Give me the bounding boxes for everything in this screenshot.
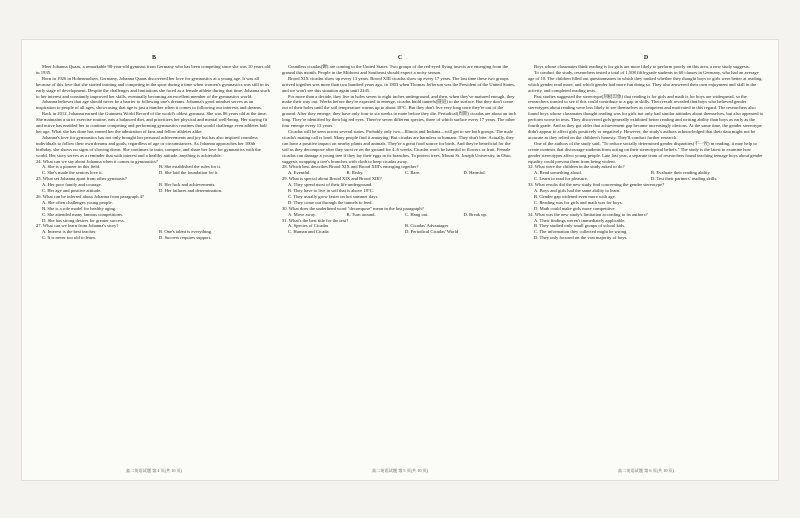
passage-paragraph: For more than a decade, they live in holes seven to eight inches underground, and then, when they've matured enough, they make their way out. Weeks before they're expected to emerge, cicadas build tunnels(隧道) to the surface. But they don't come out of their holes until the soil temperature warms up to about 18°C. But they don't live very long once they're out of the ground. After they emerge, they have only four to six weeks to mate before they die. Periodical(周期) cicadas are about an inch long. They're identified by their big red eyes. There're seven different species, three of which surface every 17 years. The other four emerge every 13 years. [282, 93, 517, 129]
answer-options [528, 188, 764, 212]
answer-option[interactable]: C. Reading was for girls and math was for boys. [534, 199, 623, 205]
answer-option[interactable]: C. Human and Cicada [288, 229, 329, 235]
passage-column-c [282, 50, 518, 480]
answer-option[interactable]: B. Risky. [346, 170, 364, 176]
passage-column-b [36, 50, 272, 480]
answer-option[interactable]: D. She has strong desires for greater success. [42, 217, 125, 223]
question-stem: 25. What set Johanna apart from other gymnasts? [36, 176, 127, 182]
exam-sheet [22, 40, 778, 480]
answer-option[interactable]: B. Gender gap widened even more with age. [534, 193, 616, 199]
answer-option[interactable]: A. Her poor family and courage. [42, 182, 102, 188]
passage-paragraph: Past studies suggested the stereotype(刻板印象) that reading is for girls and math is for boys are widespread, so the researchers wanted to see if this could contribute to a gap in skills. Their result revealed that boys who believed gender stereotypes about reading were less likely to see themselves as competent and motivated in this regard. The researchers also found boys whose classmates thought reading was for girls not only had similar attitudes about themselves, but also appeared to perform worse in tests. They discovered girls generally exhibited better reading and writing ability than boys as early as the fourth grade. And as they got older that achievement gap became increasingly obvious. At the same time, the gender stereotype didn't appear to affect girls positively or negatively. However, the study's authors acknowledged that their data might not be accurate as they relied on the children's honesty. They'll conduct further research. [528, 93, 764, 140]
answer-options [282, 212, 518, 218]
page-footer: 高二英语试题 第 4 页(共 10 页) [125, 468, 183, 474]
answer-option[interactable]: D. Break up. [463, 211, 487, 217]
answer-option[interactable]: A. Move away. [288, 211, 317, 217]
answer-option[interactable]: B. Turn around. [346, 211, 376, 217]
answer-options [528, 170, 764, 182]
passage-paragraph: Johanna's love for gymnastics has not only brought her personal achievements and joy but has also inspired countless individuals to follow their own dreams and goals, regardless of age or circumstances. As Johanna approaches her 100th birthday, she shows no signs of slowing down. She continues to train, compete, and share her love for gymnastics with the world. Her story serves as a reminder that with interest and a healthy attitude, anything is achievable. [36, 134, 261, 158]
answer-options [36, 229, 272, 241]
question-stem: 30. What does the underlined word "decompose" mean in the last paragraph? [282, 205, 424, 211]
question-stem: 28. Which best describes Brood XIX and Brood XIII's emerging together? [282, 164, 419, 170]
answer-options [282, 182, 518, 206]
answer-option[interactable]: C. Rare. [405, 170, 421, 176]
passage-paragraph: Johanna believes that age should never be a barrier to following one's dreams. Johanna's good mindset serves as an inspiration to people of all ages, showcasing that age is just a number when it comes to following our interests and dreams. [36, 99, 262, 111]
answer-options [282, 223, 518, 235]
passage-paragraph: Boys whose classmates think reading is for girls are more likely to perform poorly on this area, a new study suggests. [534, 64, 750, 69]
answer-options [36, 200, 272, 224]
answer-option[interactable]: D. Periodical Cicadas' World [405, 229, 459, 235]
answer-options [36, 164, 272, 176]
answer-options [528, 218, 764, 242]
answer-option[interactable]: A. She often challenges young people. [42, 199, 113, 205]
question-stem: 31. What's the best title for the text? [282, 217, 349, 223]
answer-option[interactable]: B. She established the rules for it. [159, 164, 222, 170]
answer-option[interactable]: D. Harmful. [463, 170, 486, 176]
passage-letter: C [397, 55, 403, 61]
answer-option[interactable]: B. Cicadas' Advantages [405, 223, 449, 229]
answer-option[interactable]: C. Hang out. [405, 211, 429, 217]
answer-option[interactable]: C. The information they collected might be wrong. [534, 229, 628, 235]
answer-option[interactable]: B. They have to live in soil that is above 18°C. [288, 188, 374, 194]
answer-option[interactable]: B. She is a role model for healthy aging. [42, 205, 117, 211]
answer-option[interactable]: C. Learn to read for pleasure. [534, 176, 588, 182]
passage-paragraph: One of the authors of the study said, "To reduce socially determined gender disparities(不一致) in reading, it may help to create contexts that discourage students from acting on their stereotypical beliefs." The study is the latest to examine how gender stereotypes affect young people. Late last year, a separate team of researchers found teaching teenage boys about gender equality could prevent them from being violent. [528, 140, 763, 164]
page-footer: 高二英语试题 第 6 页(共 10 页) [617, 468, 675, 474]
question-stem: 33. What results did the new study find concerning the gender stereotype? [528, 182, 665, 188]
question-stem: 29. What is special about Brood XIX and Brood XIII? [282, 176, 382, 182]
answer-option[interactable]: B. They studied only small groups of school kids. [534, 223, 626, 229]
answer-option[interactable]: C. It is never too old to learn. [42, 235, 96, 241]
answer-option[interactable]: A. Boys and girls had the same ability to learn. [534, 188, 621, 194]
passage-paragraph: Born in 1926 in Hohenmolsen, Germany, Johanna Quaas discovered her love for gymnastics at a young age. It was all because of this love that she started training and competing in the sport during a time when women's gymnastics was still in its early stage of development. Despite the challenges and limitations she faced as a female athlete during that time, Johanna stuck to her interest and constantly improved her skills, eventually becoming an excellent member of the gymnastics world. [36, 75, 271, 99]
passage-paragraph: Meet Johanna Quaas, a remarkable 98-year-old gymnast from Germany who has been competing since she was 10 years old in 1935. [36, 64, 271, 75]
passage-paragraph: Back in 2012, Johanna earned the Guinness World Record of the world's oldest gymnast. She was 86 years old at the time. She maintains a strict exercise routine, eats a balanced diet, and prioritizes her physical and mental well-being. Her staying fit and active has enabled her to continue competing and performing gymnastics routines that would challenge even athletes half her age. What she has done has earned her the admiration of fans and fellow athletes alike. [36, 111, 268, 134]
answer-option[interactable]: D. They come out through the tunnels to feed. [288, 199, 373, 205]
question-stem: 32. What were the children in the study asked to do? [528, 164, 625, 170]
answer-option[interactable]: C. They usually grow faster on hot summer days. [288, 193, 379, 199]
page-footer: 高二英语试题 第 5 页(共 10 页) [371, 468, 429, 474]
answer-option[interactable]: D. Math could make girls more competitive. [534, 205, 616, 211]
question-stem: 24. What can we say about Johanna when it comes to gymnastics? [36, 158, 158, 164]
answer-option[interactable]: C. She attended many famous competitions. [42, 211, 124, 217]
answer-option[interactable]: D. Her failures and determination. [159, 188, 223, 194]
answer-option[interactable]: D. She laid the foundation for it. [159, 170, 219, 176]
passage-paragraph: To conduct the study, researchers tested a total of 1,508 fifth-grade students in 60 classes in Germany, who had an average age of 10. The children filled out questionnaires in which they ranked whether they thought boys or girls were better at reading, which gender read more, and which gender had more fun doing so. They also answered their own enjoyment and skill in the activity, and completed reading tests. [528, 69, 763, 93]
answer-option[interactable]: B. Evaluate their reading ability. [651, 170, 711, 176]
answer-option[interactable]: D. Test their partners' reading skills. [651, 176, 718, 182]
answer-option[interactable]: D. They only focused on the vast majority of boys. [534, 235, 628, 241]
answer-option[interactable]: A. Species of Cicadas [288, 223, 329, 229]
answer-option[interactable]: A. They spend most of their life underground. [288, 182, 373, 188]
question-stem: 27. What can we learn from Johanna's story? [36, 223, 119, 229]
passage-paragraph: Brood XIX cicadas show up every 13 years. Brood XIII cicadas show up every 17 years. The last time these two groups arrived together was more than two hundred years ago, in 1803 when Thomas Jefferson was the President of the United States, and we won't see this situation again until 2245. [282, 75, 516, 93]
passage-letter: B [151, 55, 156, 61]
answer-option[interactable]: A. Read something aloud. [534, 170, 582, 176]
passage-paragraph: Cicadas will be seen across several states. Probably only two—Illinois and Indiana—will get to see both groups. The male cicada's mating call is loud. Many people find it annoying. But cicadas are harmless to humans. They don't bite. Actually, they can have a positive impact on nearby plants and animals. They're a great food source for birds. And they're beneficial for the soil as they decompose after they survive on the ground for 4–6 weeks. Cicadas won't be harmful to flowers or fruit. Female cicadas can damage a young tree if they lay their eggs in its branches. To protect trees, Mount St. Joseph University, in Ohio, suggests wrapping a tree's branches with cloth to keep cicadas away. [282, 128, 515, 164]
question-stem: 26. What can be inferred about Johanna from paragraph 4? [36, 193, 145, 199]
passage-column-d [528, 50, 764, 480]
question-stem: 34. What was the new study's limitation according to its authors? [528, 211, 648, 217]
answer-option[interactable]: C. She's made the seniors love it. [42, 170, 103, 176]
passage-paragraph: Countless cicadas(蝉) are coming to the United States. Two groups of the red-eyed flying insects are emerging from the ground this month. People in the Midwest and Southeast should expect a noisy season. [282, 64, 509, 75]
answer-option[interactable]: A. She is a pioneer in this field. [42, 164, 101, 170]
passage-letter: D [643, 55, 649, 61]
answer-option[interactable]: B. One's talent is everything. [159, 229, 213, 235]
answer-option[interactable]: A. Their findings weren't immediately applicable. [534, 217, 626, 223]
answer-options [36, 182, 272, 194]
answer-option[interactable]: A. Interest is the best teacher. [42, 229, 97, 235]
answer-option[interactable]: A. Eventful. [288, 170, 311, 176]
answer-option[interactable]: D. Success requires support. [159, 235, 212, 241]
answer-option[interactable]: C. Her age and positive attitude. [42, 188, 102, 194]
answer-option[interactable]: B. Her luck and achievements. [159, 182, 216, 188]
